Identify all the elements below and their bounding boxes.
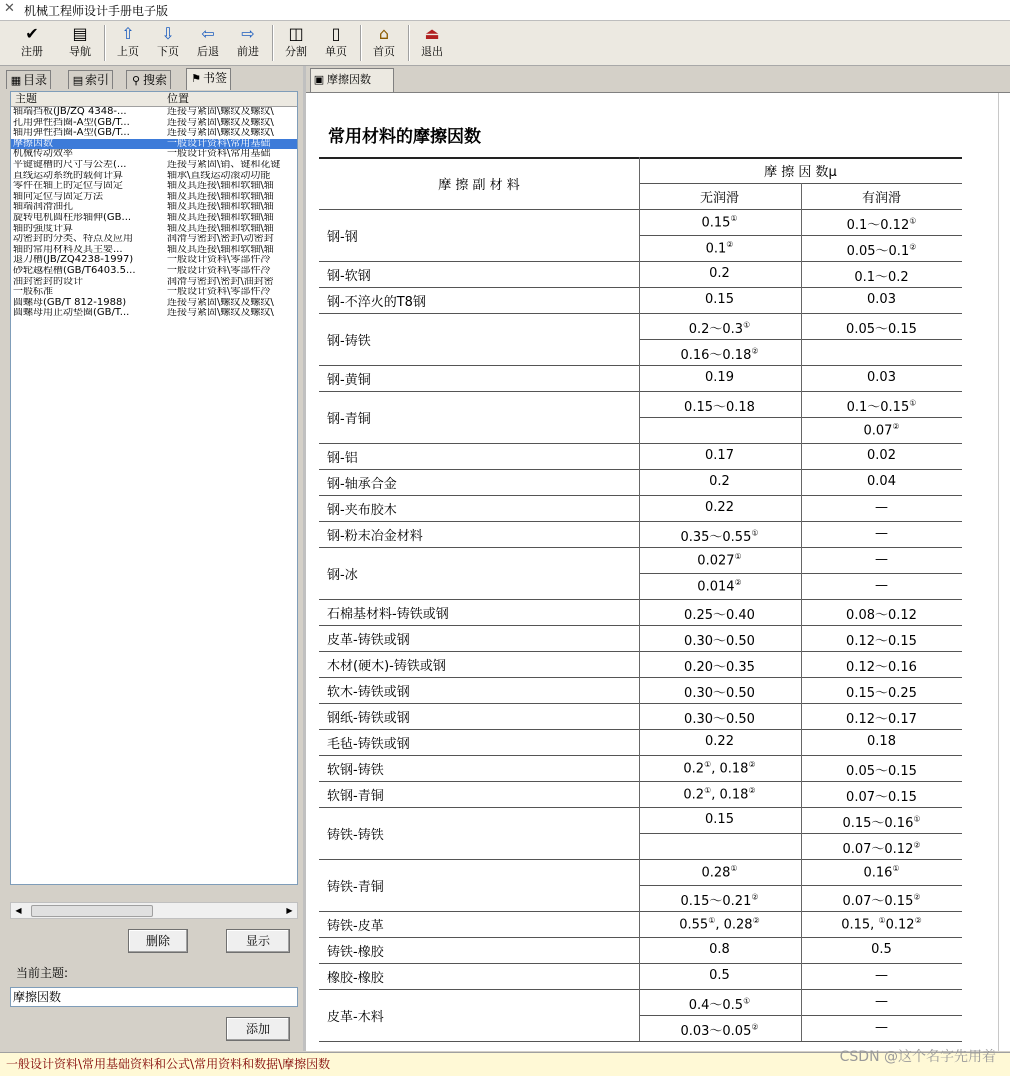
list-item-location: 轴及其连接\轴和软轴\轴	[167, 244, 274, 255]
table-rule	[639, 157, 640, 209]
material-cell: 钢-不淬火的T8钢	[327, 295, 426, 310]
split-icon: ◫	[288, 24, 304, 43]
list-item-topic: 轴的强度计算	[13, 223, 73, 234]
list-item-location: 轴承\直线运动滚动功能	[167, 170, 271, 181]
list-item-topic: 轴用弹性挡圈-A型(GB/T...	[13, 128, 130, 139]
list-item[interactable]	[11, 213, 297, 224]
dry-value-cell: 0.30～0.50	[684, 712, 755, 727]
arrow-up-icon: ⇧	[121, 24, 135, 43]
table-rule	[319, 287, 962, 288]
home-button[interactable]: ⌂ 首页	[364, 23, 404, 63]
list-item-location: 连接与紧固\螺纹及螺纹\	[167, 297, 274, 308]
list-item[interactable]	[11, 139, 297, 150]
table-rule	[801, 729, 802, 755]
table-rule	[801, 209, 802, 261]
list-item-topic: 轴向定位与固定方法	[13, 191, 103, 202]
table-rule	[801, 599, 802, 625]
header-lubricated: 有润滑	[861, 191, 901, 206]
list-item-topic: 零件在轴上的定位与固定	[13, 181, 123, 192]
table-rule	[801, 807, 802, 859]
list-item-location: 一般设计资料\零部件冷	[167, 255, 271, 266]
table-rule	[639, 963, 640, 989]
exit-icon: ⏏	[424, 24, 440, 43]
table-rule	[639, 703, 640, 729]
table-rule	[801, 781, 802, 807]
dry-value-cell: 0.15①	[701, 214, 738, 231]
document-title: 常用材料的摩擦因数	[328, 127, 481, 147]
scroll-left-icon[interactable]: ◀	[15, 906, 22, 915]
lubricated-value-cell: 0.02	[867, 448, 896, 463]
table-rule	[319, 209, 962, 210]
single-page-icon: ▯	[331, 24, 341, 43]
table-rule	[801, 183, 802, 209]
table-rule	[801, 703, 802, 729]
lubricated-value-cell: 0.07～0.12②	[842, 840, 921, 857]
list-item-location: 一般设计资料\常用基础	[167, 149, 271, 160]
document-panel	[306, 66, 1010, 1051]
material-cell: 钢-铝	[327, 451, 358, 466]
arrow-left-icon: ⇦	[201, 24, 215, 43]
dry-value-cell: 0.03～0.05②	[680, 1022, 759, 1039]
home-icon: ⌂	[378, 24, 390, 43]
forward-button[interactable]: ⇨ 前进	[228, 23, 268, 63]
dry-value-cell: 0.28①	[701, 864, 738, 881]
split-button[interactable]: ◫ 分割	[276, 23, 316, 63]
lubricated-value-cell: 0.15, ①0.12②	[841, 916, 922, 933]
lubricated-value-cell: 0.03	[867, 292, 896, 307]
bookmark-icon: ⚑	[191, 72, 201, 85]
list-item[interactable]	[11, 171, 297, 182]
toolbar-separator	[408, 25, 410, 61]
table-rule	[639, 781, 640, 807]
table-rule	[319, 495, 962, 496]
list-item[interactable]	[11, 234, 297, 245]
horizontal-scrollbar[interactable]	[10, 902, 298, 919]
table-rule	[801, 521, 802, 547]
dry-value-cell: 0.30～0.50	[684, 686, 755, 701]
table-rule	[801, 911, 802, 937]
table-rule	[801, 963, 802, 989]
list-item[interactable]	[11, 202, 297, 213]
list-item-location: 连接与紧固\螺纹及螺纹\	[167, 117, 274, 128]
dry-value-cell: 0.2	[709, 474, 730, 489]
lubricated-value-cell: 0.18	[867, 734, 896, 749]
table-rule	[801, 755, 802, 781]
list-item[interactable]	[11, 255, 297, 266]
contents-icon: ▦	[10, 74, 22, 87]
dry-value-cell: 0.5	[709, 968, 730, 983]
list-item-location: 一般设计资料\零部件冷	[167, 266, 271, 276]
lubricated-value-cell: —	[875, 994, 888, 1009]
list-item-location: 连接与紧固\螺纹及螺纹\	[167, 308, 274, 319]
dry-value-cell: 0.2～0.3①	[688, 320, 751, 337]
lubricated-value-cell: 0.07②	[863, 422, 900, 439]
arrow-down-icon: ⇩	[161, 24, 175, 43]
list-item[interactable]	[11, 266, 297, 277]
table-rule	[801, 391, 802, 443]
exit-button[interactable]: ⏏ 退出	[412, 23, 452, 63]
dry-value-cell: 0.30～0.50	[684, 634, 755, 649]
list-item[interactable]	[11, 160, 297, 171]
header-material: 摩 擦 副 材 料	[438, 178, 520, 193]
dry-value-cell: 0.8	[709, 942, 730, 957]
lubricated-value-cell: 0.5	[871, 942, 892, 957]
table-rule	[319, 391, 962, 392]
lubricated-value-cell: 0.15～0.16①	[842, 814, 921, 831]
navigation-button[interactable]: ▤ 导航	[60, 23, 100, 63]
table-rule	[801, 989, 802, 1041]
dry-value-cell: 0.22	[705, 500, 734, 515]
dry-value-cell: 0.15	[705, 292, 734, 307]
table-rule	[801, 495, 802, 521]
table-rule	[639, 209, 640, 261]
lubricated-value-cell: 0.03	[867, 370, 896, 385]
table-rule	[801, 937, 802, 963]
list-header	[11, 92, 297, 107]
table-rule	[319, 937, 962, 938]
material-cell: 钢-夹布胶木	[327, 503, 397, 518]
list-item-topic: 机械传动效率	[13, 149, 73, 160]
dry-value-cell: 0.027①	[697, 552, 742, 569]
table-rule	[319, 1041, 962, 1042]
list-item[interactable]	[11, 245, 297, 256]
table-rule	[639, 859, 640, 911]
table-rule	[639, 443, 640, 469]
table-rule	[801, 313, 802, 365]
table-rule	[319, 521, 962, 522]
column-header-location[interactable]: 位置	[167, 92, 189, 105]
index-icon: ▤	[72, 74, 84, 87]
material-cell: 铸铁-铸铁	[327, 828, 384, 843]
list-item-location: 轴及其连接\轴和软轴\轴	[167, 181, 274, 192]
table-rule	[319, 261, 962, 262]
lubricated-value-cell: —	[875, 500, 888, 515]
list-item[interactable]	[11, 107, 297, 118]
dry-value-cell: 0.22	[705, 734, 734, 749]
dry-value-cell: 0.014②	[697, 578, 742, 595]
lubricated-value-cell: 0.05～0.15	[846, 764, 917, 779]
list-item-location: 连接与紧固\螺纹及螺纹\	[167, 107, 274, 117]
material-cell: 木材(硬木)-铸铁或钢	[327, 659, 446, 674]
list-item-topic: 圆螺母用止动垫圈(GB/T...	[13, 308, 130, 319]
lubricated-value-cell: —	[875, 968, 888, 983]
table-rule	[801, 365, 802, 391]
material-cell: 铸铁-青铜	[327, 880, 384, 895]
window-title: 机械工程师设计手册电子版	[24, 4, 169, 18]
table-rule	[319, 807, 962, 808]
table-rule	[319, 781, 962, 782]
material-cell: 钢-轴承合金	[327, 477, 397, 492]
scroll-right-icon[interactable]: ▶	[286, 906, 293, 915]
table-rule	[801, 677, 802, 703]
table-rule	[319, 755, 962, 756]
list-item-location: 连接与紧固\螺纹及螺纹\	[167, 128, 274, 139]
table-rule	[639, 937, 640, 963]
table-rule	[319, 963, 962, 964]
table-rule	[639, 547, 640, 599]
list-item-topic: 圆螺母(GB/T 812-1988)	[13, 297, 127, 308]
list-item-topic: 轴端润滑油孔	[13, 202, 73, 213]
register-button[interactable]: ✔ 注册	[12, 23, 52, 63]
list-item[interactable]	[11, 149, 297, 160]
table-rule	[319, 313, 962, 314]
list-item-topic: 轴端挡板(JB/ZQ 4348-...	[13, 107, 127, 117]
table-rule	[639, 261, 640, 287]
table-rule	[801, 469, 802, 495]
table-rule	[319, 547, 962, 548]
lubricated-value-cell: 0.1～0.2	[854, 270, 909, 285]
current-topic-label: 当前主题:	[16, 966, 69, 980]
dry-value-cell: 0.15	[705, 812, 734, 827]
current-topic-field[interactable]: 摩擦因数	[10, 987, 298, 1007]
table-rule	[639, 521, 640, 547]
table-rule	[319, 365, 962, 366]
list-item-topic: 动密封的分类、特点及应用	[13, 234, 133, 245]
list-item-topic: 平键键槽的尺寸与公差(...	[13, 160, 127, 170]
material-cell: 钢-黄铜	[327, 373, 371, 388]
table-rule	[639, 469, 640, 495]
lubricated-value-cell: —	[875, 578, 888, 593]
list-item-location: 轴及其连接\轴和软轴\轴	[167, 191, 274, 202]
table-rule	[639, 911, 640, 937]
material-cell: 钢纸-铸铁或钢	[327, 711, 410, 726]
header-coefficient: 摩 擦 因 数μ	[764, 165, 837, 180]
list-item-location: 一般设计资料\零部件冷	[167, 287, 271, 298]
material-cell: 皮革-铸铁或钢	[327, 633, 410, 648]
tab-friction-coefficient[interactable]: ▣ 摩擦因数	[310, 68, 394, 92]
lubricated-value-cell: 0.05～0.15	[846, 322, 917, 337]
table-rule	[639, 755, 640, 781]
list-item-location: 连接与紧固\销、键和花键	[167, 160, 281, 170]
table-rule	[801, 859, 802, 911]
dry-value-cell: 0.2①, 0.18②	[683, 760, 756, 777]
app-icon: ✕	[4, 1, 15, 16]
table-rule	[639, 365, 640, 391]
dry-value-cell: 0.15～0.21②	[680, 892, 759, 909]
material-cell: 橡胶-橡胶	[327, 971, 384, 986]
prev-page-button[interactable]: ⇧ 上页	[108, 23, 148, 63]
list-item[interactable]	[11, 224, 297, 235]
material-cell: 钢-钢	[327, 230, 358, 245]
list-item-location: 轴及其连接\轴和软轴\轴	[167, 202, 274, 213]
table-rule	[639, 807, 640, 859]
table-rule	[319, 677, 962, 678]
lubricated-value-cell: 0.16①	[863, 864, 900, 881]
material-cell: 钢-冰	[327, 568, 358, 583]
table-rule	[319, 989, 962, 990]
table-rule	[319, 599, 962, 600]
show-button[interactable]: 显示	[226, 929, 290, 953]
list-item-topic: 油封密封的设计	[13, 276, 83, 287]
list-item[interactable]	[11, 308, 297, 319]
lubricated-value-cell: 0.1～0.12①	[846, 216, 917, 233]
list-item[interactable]	[11, 192, 297, 203]
lubricated-value-cell: 0.1～0.15①	[846, 398, 917, 415]
table-rule	[639, 625, 640, 651]
table-rule	[319, 703, 962, 704]
table-rule	[319, 157, 962, 159]
search-icon: ⚲	[131, 74, 141, 87]
dry-value-cell: 0.17	[705, 448, 734, 463]
list-item-location: 轴及其连接\轴和软轴\轴	[167, 213, 274, 223]
lubricated-value-cell: 0.12～0.15	[846, 634, 917, 649]
status-path: 一般设计资料\常用基础资料和公式\常用资料和数据\摩擦因数	[6, 1057, 331, 1071]
table-rule	[319, 729, 962, 730]
toolbar-separator	[104, 25, 106, 61]
tab-index[interactable]: ▤ 索引	[68, 70, 113, 89]
tab-search[interactable]: ⚲ 搜索	[126, 70, 171, 89]
document-icon: ▣	[313, 73, 325, 86]
left-tabs	[6, 68, 296, 90]
check-icon: ✔	[25, 24, 39, 43]
page-edge	[998, 93, 999, 1051]
dry-value-cell: 0.1②	[705, 240, 734, 257]
dry-value-cell: 0.2	[709, 266, 730, 281]
table-rule	[319, 625, 962, 626]
material-cell: 软钢-青铜	[327, 789, 384, 804]
table-rule	[801, 625, 802, 651]
tab-bookmarks[interactable]: ⚑ 书签	[186, 68, 231, 90]
list-item-topic: 一般标准	[13, 287, 53, 298]
list-item[interactable]	[11, 287, 297, 298]
table-rule	[319, 469, 962, 470]
list-item-location: 润滑与密封\密封\油封密	[167, 276, 274, 287]
next-page-button[interactable]: ⇩ 下页	[148, 23, 188, 63]
tab-contents[interactable]: ▦ 目录	[6, 70, 51, 89]
table-rule	[319, 651, 962, 652]
lubricated-value-cell: —	[875, 552, 888, 567]
lubricated-value-cell: 0.05～0.1②	[846, 242, 917, 259]
delete-button[interactable]: 删除	[128, 929, 188, 953]
lubricated-value-cell: —	[875, 1020, 888, 1035]
list-item-location: 润滑与密封\密封\动密封	[167, 234, 274, 245]
title-bar	[0, 0, 1010, 21]
bookmark-list[interactable]	[10, 91, 298, 885]
list-item-topic: 摩擦因数	[13, 138, 53, 149]
list-item-topic: 退刀槽(JB/ZQ4238-1997)	[13, 255, 134, 266]
arrow-right-icon: ⇨	[241, 24, 255, 43]
list-item[interactable]	[11, 298, 297, 309]
material-cell: 铸铁-皮革	[327, 919, 384, 934]
document-tab-bar	[306, 66, 1010, 93]
table-rule	[319, 859, 962, 860]
list-item-topic: 直线运动系统的载荷计算	[13, 170, 123, 181]
material-cell: 钢-青铜	[327, 412, 371, 427]
add-button[interactable]: 添加	[226, 1017, 290, 1041]
list-item-location: 一般设计资料\常用基础	[167, 138, 271, 149]
lubricated-value-cell: 0.04	[867, 474, 896, 489]
dry-value-cell: 0.55①, 0.28②	[679, 916, 760, 933]
lubricated-value-cell: 0.07～0.15②	[842, 892, 921, 909]
material-cell: 软木-铸铁或钢	[327, 685, 410, 700]
lubricated-value-cell: 0.07～0.15	[846, 790, 917, 805]
table-rule	[801, 443, 802, 469]
material-cell: 毛毡-铸铁或钢	[327, 737, 410, 752]
dry-value-cell: 0.16～0.18②	[680, 346, 759, 363]
dry-value-cell: 0.25～0.40	[684, 608, 755, 623]
list-item-topic: 孔用弹性挡圈-A型(GB/T...	[13, 117, 130, 128]
watermark: CSDN @这个名字先用着	[839, 1049, 996, 1065]
table-rule	[639, 313, 640, 365]
list-item-location: 轴及其连接\轴和软轴\轴	[167, 223, 274, 234]
table-rule	[639, 287, 640, 313]
dry-value-cell: 0.19	[705, 370, 734, 385]
table-rule	[639, 495, 640, 521]
lubricated-value-cell: 0.08～0.12	[846, 608, 917, 623]
lubricated-value-cell: 0.12～0.17	[846, 712, 917, 727]
table-rule	[639, 651, 640, 677]
material-cell: 石棉基材料-铸铁或钢	[327, 607, 449, 622]
table-rule	[639, 391, 640, 443]
toolbar-separator	[360, 25, 362, 61]
list-item-topic: 砂轮越程槽(GB/T6403.5...	[13, 266, 136, 276]
material-cell: 钢-软钢	[327, 269, 371, 284]
material-cell: 钢-粉末冶金材料	[327, 529, 423, 544]
navigation-icon: ▤	[72, 24, 88, 43]
single-page-button[interactable]: ▯ 单页	[316, 23, 356, 63]
table-rule	[639, 729, 640, 755]
material-cell: 铸铁-橡胶	[327, 945, 384, 960]
lubricated-value-cell: 0.12～0.16	[846, 660, 917, 675]
dry-value-cell: 0.20～0.35	[684, 660, 755, 675]
list-item-topic: 旋转电机圆柱形轴伸(GB...	[13, 213, 132, 223]
lubricated-value-cell: 0.15～0.25	[846, 686, 917, 701]
material-cell: 软钢-铸铁	[327, 763, 384, 778]
table-rule	[801, 287, 802, 313]
back-button[interactable]: ⇦ 后退	[188, 23, 228, 63]
list-item[interactable]	[11, 181, 297, 192]
list-item[interactable]	[11, 277, 297, 288]
column-header-topic[interactable]: 主题	[15, 92, 37, 105]
material-cell: 皮革-木料	[327, 1010, 384, 1025]
table-rule	[639, 989, 640, 1041]
table-rule	[639, 599, 640, 625]
table-rule	[801, 651, 802, 677]
dry-value-cell: 0.4～0.5①	[688, 996, 751, 1013]
table-rule	[319, 443, 962, 444]
scrollbar-thumb[interactable]	[31, 905, 153, 917]
dry-value-cell: 0.15～0.18	[684, 400, 755, 415]
table-rule	[639, 677, 640, 703]
lubricated-value-cell: —	[875, 526, 888, 541]
left-panel	[0, 66, 305, 1051]
list-item[interactable]	[11, 118, 297, 129]
table-rule	[801, 261, 802, 287]
header-dry: 无润滑	[699, 191, 739, 206]
dry-value-cell: 0.2①, 0.18②	[683, 786, 756, 803]
list-item-topic: 轴的常用材料及其主要...	[13, 244, 123, 255]
toolbar-separator	[272, 25, 274, 61]
list-item[interactable]	[11, 128, 297, 139]
material-cell: 钢-铸铁	[327, 334, 371, 349]
table-rule	[801, 547, 802, 599]
table-rule	[319, 911, 962, 912]
dry-value-cell: 0.35～0.55①	[680, 528, 759, 545]
toolbar	[0, 21, 1010, 66]
